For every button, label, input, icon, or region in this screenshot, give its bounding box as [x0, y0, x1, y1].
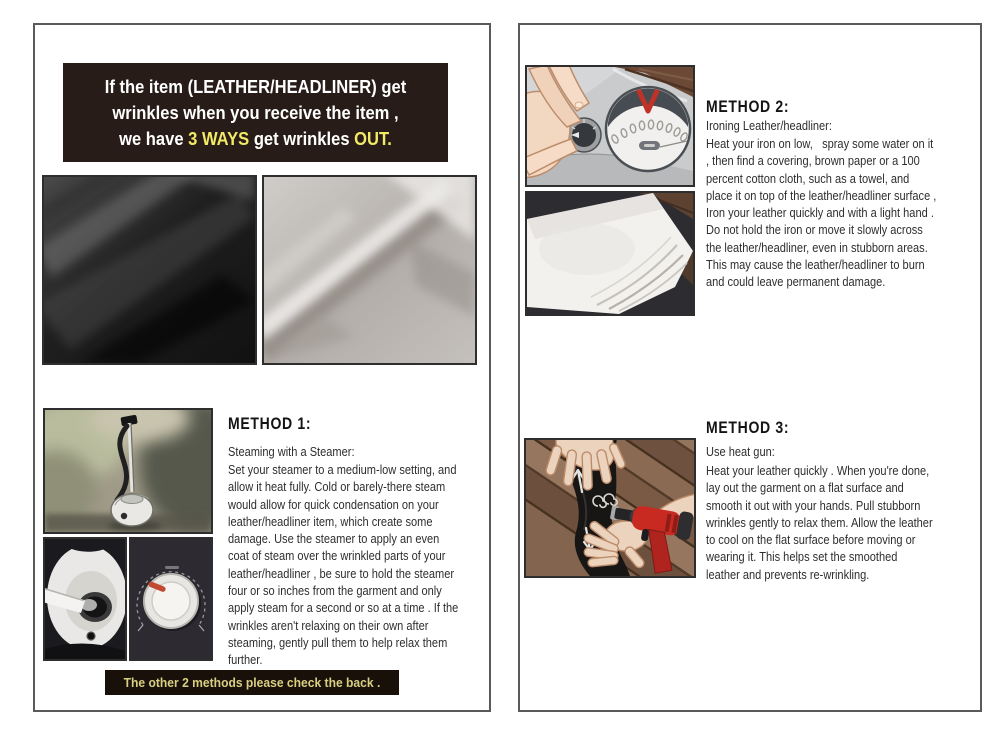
method-1-title: METHOD 1: — [228, 415, 312, 433]
text-line: the leather/headliner, even in stubborn areas. — [706, 239, 928, 255]
text-line: and could leave permanent damage. — [706, 274, 886, 290]
text-line: This may cause the leather/headliner to burn — [706, 257, 925, 273]
method-3-subtitle: Use heat gun: — [706, 444, 775, 459]
text-line: leather and prevents re-wrinkling. — [706, 566, 870, 582]
back-side-panel — [518, 23, 982, 712]
headline-banner — [63, 63, 448, 162]
text-line: percent cotton cloth, such as a towel, and — [706, 170, 910, 186]
garment-steamer-photo — [43, 408, 213, 534]
banner-highlight-3ways: 3 WAYS — [188, 129, 250, 149]
wrinkled-headliner-photo — [262, 175, 477, 365]
method-1-subtitle: Steaming with a Steamer: — [228, 444, 355, 459]
text-line: Set your steamer to a medium-low setting, and — [228, 462, 457, 477]
banner-line-1: If the item (LEATHER/HEADLINER) get — [104, 77, 407, 97]
banner-highlight-out: OUT. — [354, 129, 392, 149]
text-line: wrinkles gently to relax them. Allow the leather — [706, 514, 933, 530]
text-line: smooth it out with your hands. Pull stubborn — [706, 497, 921, 513]
text-line: to cool on the flat surface before moving or — [706, 532, 916, 548]
method-3-section — [706, 418, 982, 583]
text-line: place it on top of the leather/headliner surface , — [706, 187, 937, 203]
method-2-title: METHOD 2: — [706, 98, 790, 116]
method-2-section — [706, 97, 982, 291]
text-line: Do not hold the iron or move it slowly across — [706, 222, 923, 238]
steamer-dial-photo — [129, 537, 213, 661]
banner-text: we have — [119, 129, 189, 149]
text-line: wearing it. This helps set the smoothed — [706, 549, 898, 565]
iron-dial-illustration — [525, 65, 695, 187]
text-line: allow it heat fully. Cold or barely-there steam — [228, 479, 446, 495]
text-line: four or so inches from the garment and only — [228, 583, 442, 599]
text-line: leather/headliner , be sure to hold the steamer — [228, 565, 455, 581]
text-line: , then find a covering, brown paper or a 100 — [706, 153, 920, 169]
banner-line-2: wrinkles when you receive the item , — [112, 103, 399, 123]
footer-banner — [105, 670, 399, 695]
method-1-section — [228, 414, 491, 669]
method-1-body — [228, 461, 491, 669]
text-line: wrinkles aren't relaxing on their own after — [228, 617, 429, 633]
folded-towel-photo — [525, 191, 695, 316]
text-line: coat of steam over the wrinkled parts of your — [228, 548, 446, 564]
banner-text: get wrinkles — [249, 129, 355, 149]
wrinkled-leather-photo — [42, 175, 257, 365]
text-line: Heat your iron on low, spray some water on it — [706, 136, 934, 151]
text-line: further. — [228, 652, 263, 668]
text-line: lay out the garment on a flat surface and — [706, 480, 904, 496]
text-line: leather/headliner item, which create some — [228, 513, 433, 529]
text-line: damage. Use the steamer to apply an even — [228, 531, 440, 547]
text-line: steaming, gently pull them to help relax them — [228, 634, 448, 650]
text-line: Iron your leather quickly and with a light hand . — [706, 205, 934, 221]
text-line: Heat your leather quickly . When you're done, — [706, 463, 930, 478]
banner-line-3 — [78, 126, 432, 152]
method-2-subtitle: Ironing Leather/headliner: — [706, 118, 832, 133]
method-2-body — [706, 135, 982, 291]
footer-banner-text: The other 2 methods please check the back . — [123, 675, 381, 690]
text-line: apply steam for a second or so at a time . If the — [228, 600, 459, 616]
heat-gun-photo — [524, 438, 696, 578]
text-line: would allow for quick condensation on your — [228, 496, 439, 512]
steamer-nozzle-photo — [43, 537, 127, 661]
front-side-panel — [33, 23, 491, 712]
method-3-body — [706, 462, 982, 583]
method-3-title: METHOD 3: — [706, 419, 790, 437]
